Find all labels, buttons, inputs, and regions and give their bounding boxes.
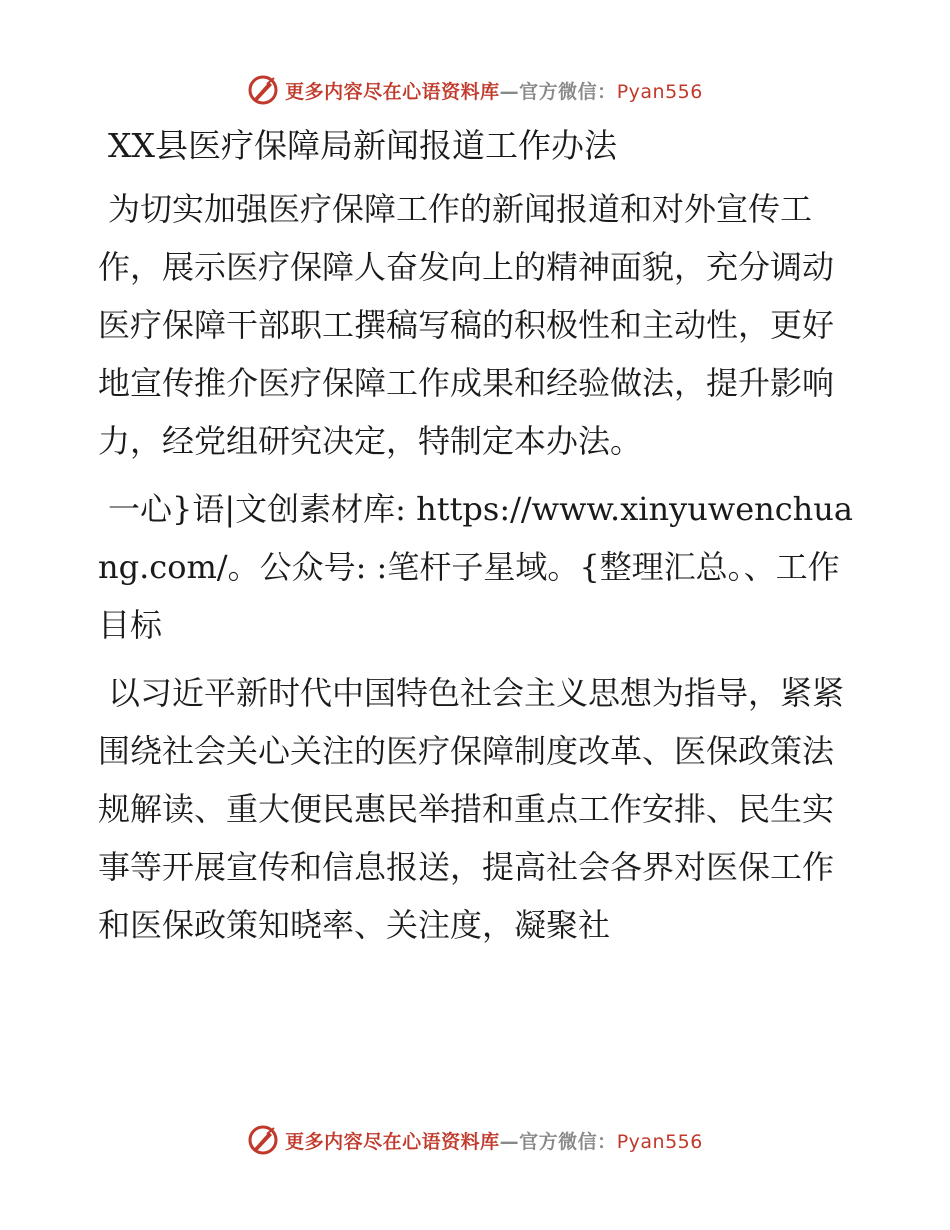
paragraph: [98, 480, 858, 654]
watermark-separator: —: [499, 80, 520, 103]
paragraph-text: 为切实加强医疗保障工作的新闻报道和对外宣传工作，展示医疗保障人奋发向上的精神面貌，充分调动医疗保障干部职工撰稿写稿的积极性和主动性，更好地宣传推介医疗保障工作成果和经验做法，提升影响力，经党组研究决定，特制定本办法。: [98, 190, 835, 460]
footer-watermark: [0, 1120, 950, 1160]
watermark-separator: —: [499, 1130, 520, 1153]
watermark-handle: Pyan556: [616, 1130, 703, 1153]
paragraph-text: 一心}语|文创素材库: https://www.xinyuwenchuang.com/。公众号: :笔杆子星域。{整理汇总。、工作目标: [98, 490, 853, 644]
paragraph-text: 以习近平新时代中国特色社会主义思想为指导，紧紧围绕社会关心关注的医疗保障制度改革、医保政策法规解读、重大便民惠民举措和重点工作安排、民生实事等开展宣传和信息报送，提高社会各界对医保工作和医保政策知晓率、关注度，凝聚社: [98, 674, 845, 944]
watermark-main-text: 更多内容尽在心语资料库: [285, 80, 500, 103]
brush-logo-icon: [247, 74, 279, 106]
brush-logo-icon: [247, 1124, 279, 1156]
paragraph: [98, 664, 858, 954]
watermark-sub-label: 官方微信：: [519, 1130, 617, 1153]
watermark-main-text: 更多内容尽在心语资料库: [285, 1130, 500, 1153]
watermark-sub-label: 官方微信：: [519, 80, 617, 103]
paragraph: [98, 180, 858, 470]
document-body: [98, 122, 858, 964]
watermark-handle: Pyan556: [616, 80, 703, 103]
header-watermark: [0, 70, 950, 110]
document-title: XX县医疗保障局新闻报道工作办法: [108, 126, 617, 165]
